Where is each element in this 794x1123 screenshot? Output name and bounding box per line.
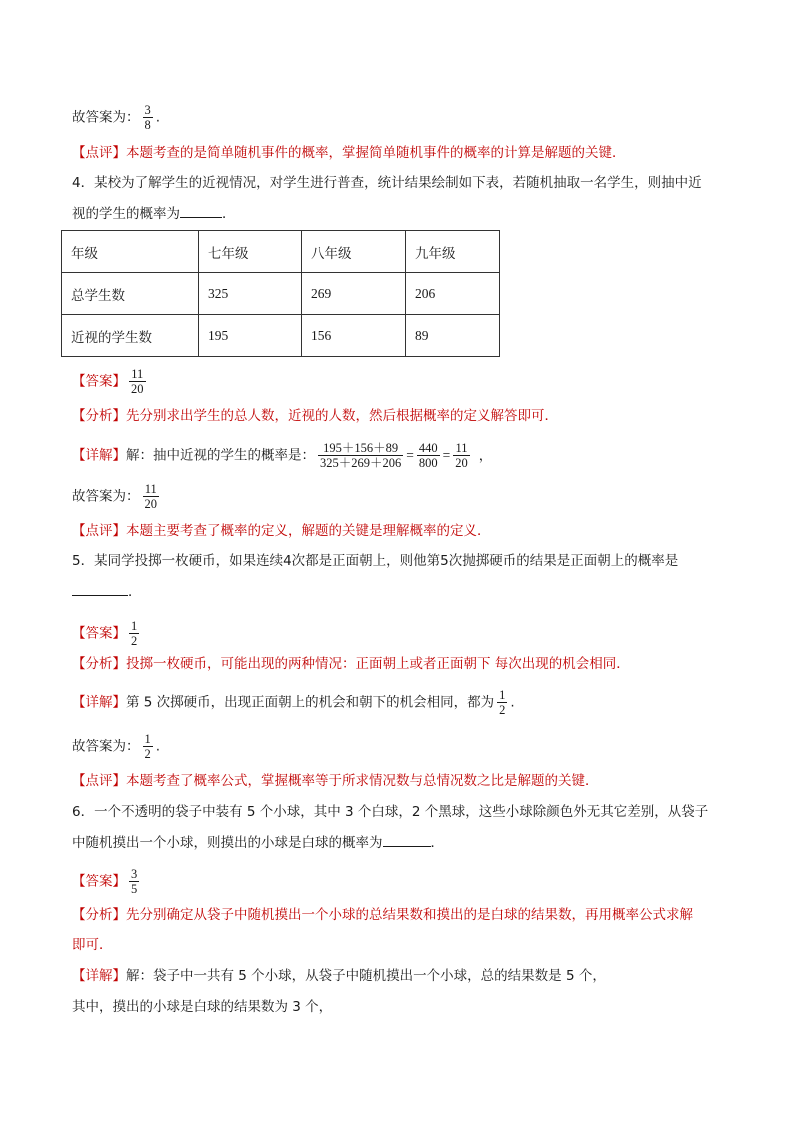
- fraction: [129, 619, 139, 648]
- q5-detail: [72, 688, 515, 717]
- question-end: ．: [430, 835, 444, 851]
- comment-tag: 【点评】: [72, 773, 126, 789]
- answer-tag: 【答案】: [72, 373, 126, 390]
- q4-analysis: [72, 406, 558, 426]
- q4-question-line1: 4．某校为了解学生的近视情况，对学生进行普查，统计结果绘制如下表，若随机抽取一名学生，则抽中近: [72, 175, 702, 191]
- comment-tag: 【点评】: [72, 523, 126, 539]
- answer-tag: 【答案】: [72, 873, 126, 890]
- table-header-cell: 八年级: [302, 231, 406, 273]
- table-cell: 325: [199, 273, 302, 315]
- analysis-text: 先分别求出学生的总人数，近视的人数，然后根据概率的定义解答即可．: [126, 408, 558, 424]
- table-header-cell: 年级: [62, 231, 199, 273]
- detail-end: .: [510, 694, 515, 711]
- numerator: 1: [144, 732, 151, 746]
- table-header-row: [62, 231, 500, 273]
- q6-detail-line1: [72, 966, 606, 986]
- numerator: 1: [499, 688, 506, 702]
- table-cell: 89: [406, 315, 500, 357]
- table-header-cell: 七年级: [199, 231, 302, 273]
- denominator: 325＋269＋206: [320, 456, 402, 470]
- detail-end: ，: [478, 447, 493, 464]
- answer-blank: [72, 581, 128, 596]
- q3-comment: [72, 143, 626, 163]
- numerator: 440: [418, 441, 438, 455]
- q4-question-line2: [72, 203, 236, 224]
- comment-text: 本题考查的是简单随机事件的概率，掌握简单随机事件的概率的计算是解题的关键．: [126, 145, 626, 161]
- analysis-text: 先分别确定从袋子中随机摸出一个小球的总结果数和摸出的是白球的结果数，再用概率公式求解: [126, 907, 693, 923]
- table-header-cell: 九年级: [406, 231, 500, 273]
- answer-prefix: 故答案为：: [72, 109, 140, 126]
- answer-blank: [383, 832, 431, 847]
- denominator: 20: [455, 456, 468, 470]
- table-cell: 269: [302, 273, 406, 315]
- answer-prefix: 故答案为：: [72, 738, 140, 755]
- q3-final-answer: [72, 103, 160, 132]
- denominator: 2: [144, 747, 151, 761]
- q6-analysis-line2: 即可．: [72, 937, 113, 953]
- detail-text: 解：袋子中一共有 5 个小球，从袋子中随机摸出一个小球，总的结果数是 5 个，: [126, 968, 606, 984]
- comment-tag: 【点评】: [72, 145, 126, 161]
- answer-prefix: 故答案为：: [72, 488, 140, 505]
- fraction: [318, 441, 403, 470]
- analysis-text: 投掷一枚硬币，可能出现的两种情况：正面朝上或者正面朝下 每次出现的机会相同．: [126, 656, 630, 672]
- denominator: 8: [144, 118, 151, 132]
- q5-question-line1: 5．某同学投掷一枚硬币，如果连续4次都是正面朝上，则他第5次抛掷硬币的结果是正面朝上的概率是: [72, 553, 679, 569]
- numerator: 11: [455, 441, 468, 455]
- q5-answer: [72, 619, 142, 648]
- detail-tag: 【详解】: [72, 447, 126, 464]
- q6-analysis-line1: [72, 905, 693, 925]
- denominator: 20: [144, 497, 157, 511]
- fraction: [453, 441, 470, 470]
- numerator: 1: [131, 619, 138, 633]
- numerator: 195＋156＋89: [323, 441, 399, 455]
- equals-sign: =: [442, 447, 451, 463]
- fraction: [143, 482, 160, 511]
- table-cell: 206: [406, 273, 500, 315]
- denominator: 20: [131, 382, 144, 396]
- comment-text: 本题主要考查了概率的定义，解题的关键是理解概率的定义．: [126, 523, 491, 539]
- denominator: 2: [131, 634, 138, 648]
- detail-text: 解：抽中近视的学生的概率是：: [126, 447, 315, 464]
- answer-suffix: .: [155, 738, 161, 755]
- q6-detail-line2: 其中，摸出的小球是白球的结果数为 3 个，: [72, 999, 333, 1015]
- table-cell: 总学生数: [62, 273, 199, 315]
- numerator: 3: [131, 867, 138, 881]
- answer-suffix: .: [155, 109, 161, 126]
- question-text: 视的学生的概率为: [72, 206, 180, 222]
- table-cell: 156: [302, 315, 406, 357]
- answer-blank: [180, 203, 222, 218]
- q6-question-line1: 6．一个不透明的袋子中装有 5 个小球，其中 3 个白球，2 个黑球，这些小球除颜色外无其它差别，从袋子: [72, 804, 709, 820]
- detail-text: 第 5 次掷硬币，出现正面朝上的机会和朝下的机会相同，都为: [126, 694, 495, 711]
- q5-analysis: [72, 654, 630, 674]
- q5-question-line2: [72, 581, 142, 602]
- fraction: [417, 441, 440, 470]
- table-cell: 近视的学生数: [62, 315, 199, 357]
- answer-tag: 【答案】: [72, 625, 126, 642]
- table-cell: 195: [199, 315, 302, 357]
- numerator: 11: [131, 367, 144, 381]
- q4-answer: [72, 367, 149, 396]
- fraction: [143, 103, 153, 132]
- analysis-tag: 【分析】: [72, 408, 126, 424]
- q6-question-line2: [72, 832, 444, 853]
- numerator: 3: [144, 103, 151, 117]
- myopia-stats-table: [61, 230, 500, 357]
- comment-text: 本题考查了概率公式，掌握概率等于所求情况数与总情况数之比是解题的关键．: [126, 773, 599, 789]
- table-row: [62, 273, 500, 315]
- denominator: 5: [131, 882, 138, 896]
- fraction: [143, 732, 153, 761]
- analysis-tag: 【分析】: [72, 656, 126, 672]
- q5-final-answer: [72, 732, 160, 761]
- detail-tag: 【详解】: [72, 694, 126, 711]
- fraction: [129, 367, 146, 396]
- q4-detail: [72, 441, 492, 470]
- denominator: 800: [418, 456, 438, 470]
- denominator: 2: [499, 703, 506, 717]
- numerator: 11: [144, 482, 157, 496]
- question-end: ．: [222, 206, 236, 222]
- q4-comment: [72, 521, 491, 541]
- equals-sign: =: [406, 447, 414, 463]
- detail-tag: 【详解】: [72, 968, 126, 984]
- fraction: [497, 688, 507, 717]
- fraction: [129, 867, 139, 896]
- q6-answer: [72, 867, 142, 896]
- analysis-tag: 【分析】: [72, 907, 126, 923]
- table-row: [62, 315, 500, 357]
- question-text: 中随机摸出一个小球，则摸出的小球是白球的概率为: [72, 835, 383, 851]
- question-end: ．: [128, 584, 142, 600]
- q5-comment: [72, 771, 599, 791]
- q4-final-answer: [72, 482, 162, 511]
